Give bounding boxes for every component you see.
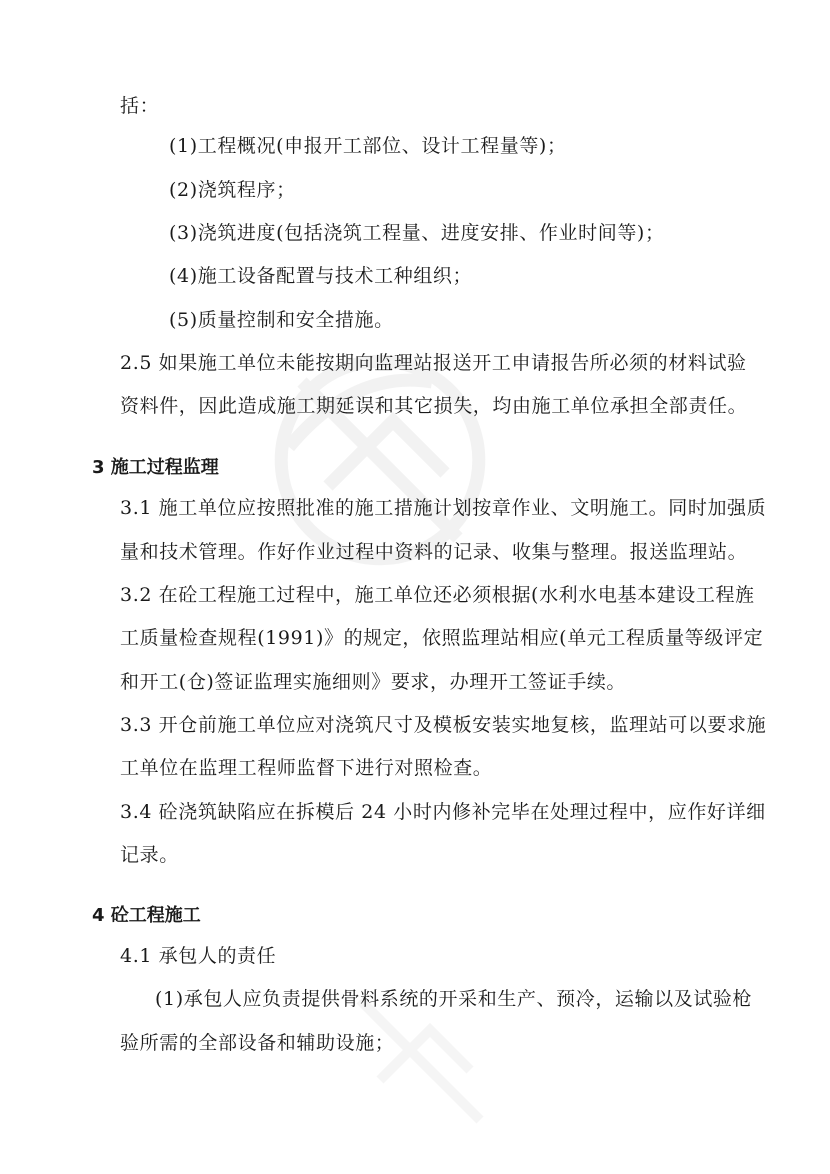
- list-item: (3)浇筑进度(包括浇筑工程量、进度安排、作业时间等)；: [169, 222, 665, 244]
- section-heading: 4 砼工程施工: [92, 905, 201, 926]
- paragraph-line: 3.3 开仓前施工单位应对浇筑尺寸及模板安装实地复核，监理站可以要求施: [120, 714, 767, 736]
- paragraph-line: 3.1 施工单位应按照批准的施工措施计划按章作业、文明施工。同时加强质: [120, 497, 767, 519]
- paragraph-line: 3.4 砼浇筑缺陷应在拆模后 24 小时内修补完毕在处理过程中，应作好详细: [120, 801, 766, 823]
- paragraph-line: 量和技术管理。作好作业过程中资料的记录、收集与整理。报送监理站。: [120, 541, 748, 563]
- paragraph-line: 2.5 如果施工单位未能按期向监理站报送开工申请报告所必须的材料试验: [120, 352, 747, 374]
- paragraph-line: 资料件，因此造成施工期延误和其它损失，均由施工单位承担全部责任。: [120, 395, 748, 417]
- paragraph-line: 验所需的全部设备和辅助设施；: [120, 1032, 395, 1054]
- paragraph-line: 3.2 在砼工程施工过程中，施工单位还必须根据(水利水电基本建设工程旌: [120, 584, 755, 606]
- paragraph-line: 工质量检查规程(1991)》的规定，依照监理站相应(单元工程质量等级评定: [120, 627, 764, 649]
- list-item: (5)质量控制和安全措施。: [169, 309, 394, 331]
- section-heading: 3 施工过程监理: [92, 457, 219, 478]
- paragraph-line: 和开工(仓)签证监理实施细则》要求，办理开工签证手续。: [120, 671, 627, 693]
- list-item: (1)承包人应负责提供骨料系统的开采和生产、预冷，运输以及试验枪: [155, 988, 753, 1010]
- paragraph-line: 4.1 承包人的责任: [120, 945, 277, 967]
- paragraph-line: 括：: [120, 95, 160, 117]
- list-item: (1)工程概况(申报开工部位、设计工程量等)；: [169, 135, 567, 157]
- list-item: (4)施工设备配置与技术工种组织；: [169, 265, 473, 287]
- paragraph-line: 记录。: [120, 844, 179, 866]
- list-item: (2)浇筑程序；: [169, 179, 296, 201]
- paragraph-line: 工单位在监理工程师监督下进行对照检查。: [120, 757, 493, 779]
